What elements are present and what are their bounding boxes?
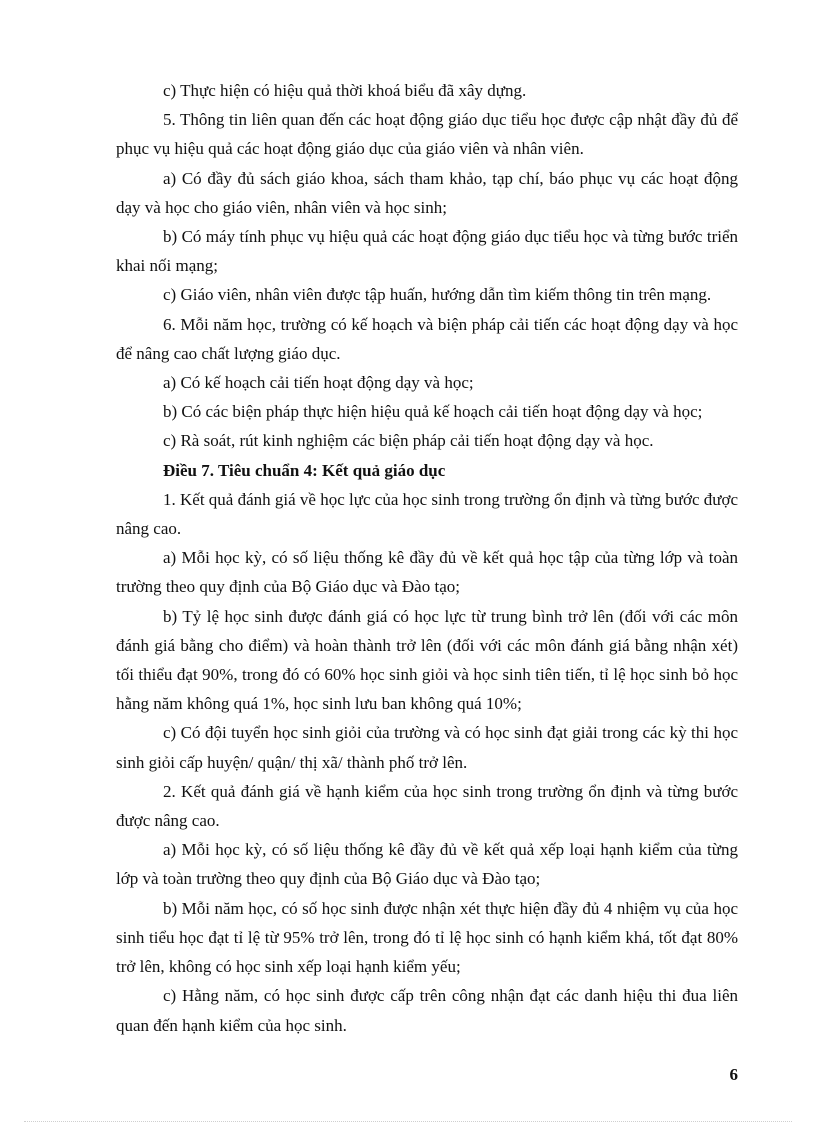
- paragraph-1b-rates: b) Tỷ lệ học sinh được đánh giá có học lực từ trung bình trở lên (đối với các môn đánh giá bằng cho điểm) và hoàn thành trở lên (đối với các môn đánh giá bằng nhận xét) tối thiểu đạt 90%, trong đó có 60% học sinh giỏi và học sinh tiên tiến, tỉ lệ học sinh bỏ học hằng năm không quá 1%, học sinh lưu ban không quá 10%;: [116, 606, 738, 714]
- paragraph-5c-training: c) Giáo viên, nhân viên được tập huấn, hướng dẫn tìm kiếm thông tin trên mạng.: [163, 285, 712, 305]
- paragraph-2c-awards: c) Hằng năm, có học sinh được cấp trên công nhận đạt các danh hiệu thi đua liên quan đến hạnh kiểm của học sinh.: [116, 986, 738, 1035]
- paragraph-5b-computers: b) Có máy tính phục vụ hiệu quả các hoạt động giáo dục tiểu học và từng bước triển khai nối mạng;: [116, 227, 738, 276]
- paragraph-6b-measures: b) Có các biện pháp thực hiện hiệu quả kế hoạch cải tiến hoạt động dạy và học;: [163, 402, 703, 422]
- paragraph-6-improvement: 6. Mỗi năm học, trường có kế hoạch và biện pháp cải tiến các hoạt động dạy và học để nâng cao chất lượng giáo dục.: [116, 314, 738, 363]
- paragraph-5-information: 5. Thông tin liên quan đến các hoạt động giáo dục tiểu học được cập nhật đầy đủ để phục vụ hiệu quả các hoạt động giáo dục của giáo viên và nhân viên.: [116, 110, 738, 159]
- paragraph-5a-textbooks: a) Có đầy đủ sách giáo khoa, sách tham khảo, tạp chí, báo phục vụ các hoạt động dạy và học cho giáo viên, nhân viên và học sinh;: [116, 168, 738, 217]
- page-number: 6: [729, 1065, 738, 1084]
- paragraph-1c-competitions: c) Có đội tuyển học sinh giỏi của trường và có học sinh đạt giải trong các kỳ thi học sinh giỏi cấp huyện/ quận/ thị xã/ thành phố trở lên.: [116, 723, 738, 772]
- article-7-heading: Điều 7. Tiêu chuẩn 4: Kết quả giáo dục: [163, 460, 446, 480]
- paragraph-2a-conduct-statistics: a) Mỗi học kỳ, có số liệu thống kê đầy đủ về kết quả xếp loại hạnh kiểm của từng lớp và toàn trường theo quy định của Bộ Giáo dục và Đào tạo;: [116, 840, 738, 889]
- paragraph-6c-review: c) Rà soát, rút kinh nghiệm các biện pháp cải tiến hoạt động dạy và học.: [163, 431, 654, 451]
- paragraph-1a-statistics: a) Mỗi học kỳ, có số liệu thống kê đầy đủ về kết quả học tập của từng lớp và toàn trường theo quy định của Bộ Giáo dục và Đào tạo;: [116, 548, 738, 597]
- paragraph-6a-plan: a) Có kế hoạch cải tiến hoạt động dạy và học;: [163, 373, 474, 393]
- paragraph-2-conduct-results: 2. Kết quả đánh giá về hạnh kiểm của học sinh trong trường ổn định và từng bước được nâng cao.: [116, 781, 738, 831]
- document-body: [116, 76, 738, 1040]
- page-bottom-divider: [24, 1121, 792, 1122]
- paragraph-1-academic-results: 1. Kết quả đánh giá về học lực của học sinh trong trường ổn định và từng bước được nâng cao.: [116, 489, 738, 539]
- paragraph-2b-duties: b) Mỗi năm học, có số học sinh được nhận xét thực hiện đầy đủ 4 nhiệm vụ của học sinh tiểu học đạt tỉ lệ từ 95% trở lên, trong đó tỉ lệ học sinh có hạnh kiểm khá, tốt đạt 80% trở lên, không có học sinh xếp loại hạnh kiểm yếu;: [116, 898, 738, 977]
- paragraph-c-timetable: c) Thực hiện có hiệu quả thời khoá biểu đã xây dựng.: [163, 81, 527, 100]
